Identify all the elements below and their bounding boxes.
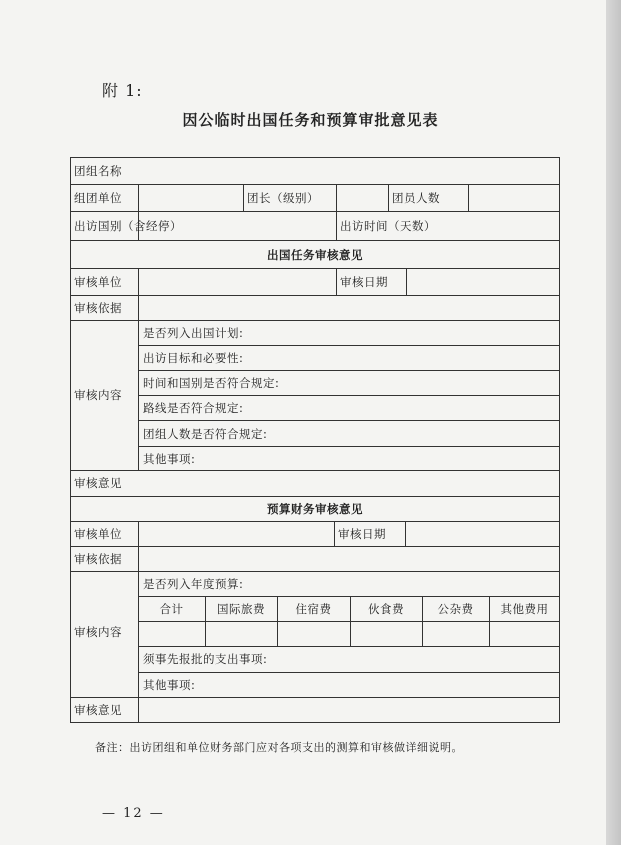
- row-line: [70, 546, 560, 547]
- task-review-date-label: 审核日期: [340, 275, 388, 289]
- row-line: [70, 521, 560, 522]
- row-line: [70, 184, 560, 185]
- budget-col-airfare: 国际旅费: [217, 602, 265, 616]
- page-number: — 12 —: [102, 806, 165, 821]
- col-line: [334, 521, 335, 546]
- form-title: 因公临时出国任务和预算审批意见表: [182, 111, 439, 129]
- row-line: [70, 295, 560, 296]
- budget-col-total: 合计: [159, 602, 184, 616]
- row-line: [70, 211, 560, 212]
- task-item-plan: 是否列入出国计划:: [143, 326, 244, 340]
- col-line: [243, 184, 244, 211]
- task-review-opinion-label: 审核意见: [74, 476, 122, 490]
- budget-col-lodging: 住宿费: [295, 602, 332, 616]
- budget-review-opinion-label: 审核意见: [74, 703, 122, 717]
- budget-review-content-label: 审核内容: [74, 625, 122, 639]
- group-name-label: 团组名称: [74, 164, 122, 178]
- budget-col-meals: 伙食费: [368, 602, 404, 616]
- annex-label: 附 1:: [102, 81, 143, 100]
- row-line: [138, 596, 560, 597]
- row-line: [138, 672, 560, 673]
- row-line: [138, 621, 560, 622]
- row-line: [138, 370, 560, 371]
- col-line: [138, 521, 139, 723]
- task-review-unit-label: 审核单位: [74, 275, 122, 289]
- budget-review-date-label: 审核日期: [338, 527, 386, 541]
- row-line: [70, 240, 560, 241]
- budget-review-basis-label: 审核依据: [74, 552, 122, 566]
- leader-label: 团长（级别）: [247, 191, 319, 205]
- row-line: [138, 420, 560, 421]
- countries-label: 出访国别（含经停）: [74, 219, 182, 233]
- task-item-group-size: 团组人数是否符合规定:: [143, 427, 268, 441]
- budget-prior-approval-label: 须事先报批的支出事项:: [143, 652, 268, 666]
- row-line: [70, 268, 560, 269]
- row-line: [138, 446, 560, 447]
- budget-col-misc: 公杂费: [437, 602, 474, 616]
- col-line: [405, 521, 406, 546]
- col-line: [468, 184, 469, 211]
- member-count-label: 团员人数: [392, 191, 440, 205]
- col-line: [138, 268, 139, 470]
- task-review-basis-label: 审核依据: [74, 301, 122, 315]
- budget-col-other: 其他费用: [500, 602, 549, 616]
- row-line: [138, 395, 560, 396]
- col-line: [336, 184, 337, 240]
- row-line: [70, 320, 560, 321]
- task-review-content-label: 审核内容: [74, 388, 122, 402]
- col-line: [336, 268, 337, 295]
- row-line: [70, 496, 560, 497]
- group-unit-label: 组团单位: [74, 191, 122, 205]
- budget-other-label: 其他事项:: [143, 678, 196, 692]
- budget-review-unit-label: 审核单位: [74, 527, 122, 541]
- task-review-header: 出国任务审核意见: [267, 248, 363, 262]
- row-line: [138, 646, 560, 647]
- task-item-time-country: 时间和国别是否符合规定:: [143, 376, 280, 390]
- task-item-route: 路线是否符合规定:: [143, 401, 244, 415]
- row-line: [70, 697, 560, 698]
- budget-review-header: 预算财务审核意见: [267, 502, 363, 516]
- budget-annual-label: 是否列入年度预算:: [143, 577, 244, 591]
- row-line: [138, 345, 560, 346]
- row-line: [70, 470, 560, 471]
- footnote: 备注：出访团组和单位财务部门应对各项支出的测算和审核做详细说明。: [95, 741, 463, 754]
- task-item-other: 其他事项:: [143, 452, 196, 466]
- visit-time-label: 出访时间（天数）: [340, 219, 436, 233]
- col-line: [406, 268, 407, 295]
- task-item-purpose: 出访目标和必要性:: [143, 351, 244, 365]
- row-line: [70, 571, 560, 572]
- col-line: [388, 184, 389, 211]
